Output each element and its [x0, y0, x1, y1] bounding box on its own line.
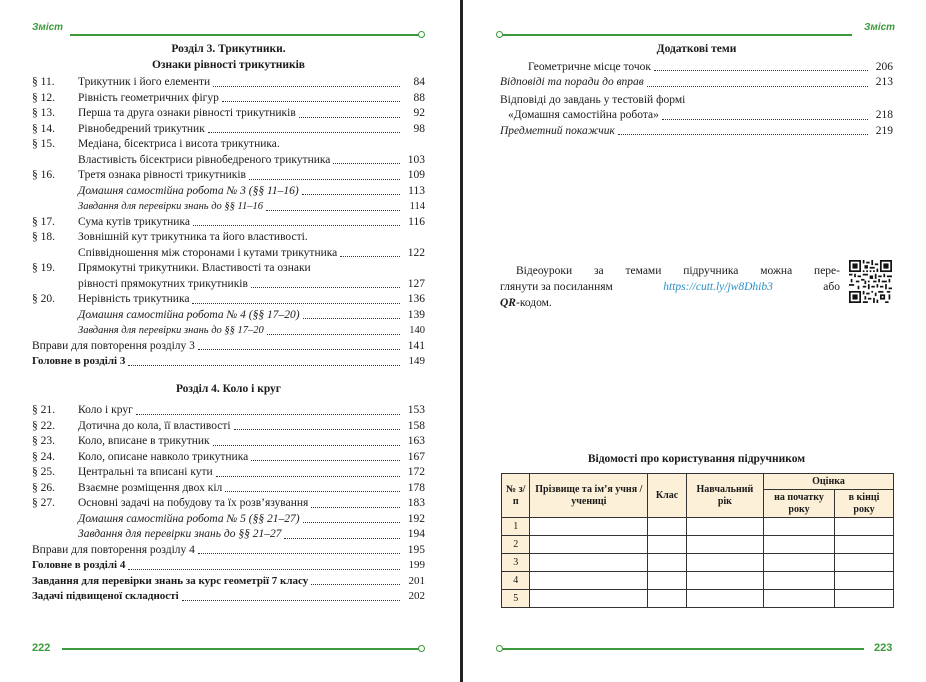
toc-entry-test[interactable]	[32, 323, 425, 339]
entry-text: Домашня самостійна робота № 4 (§§ 17–20)	[78, 308, 300, 321]
toc-entry-homework[interactable]	[32, 184, 425, 200]
toc-entry[interactable]	[32, 106, 425, 122]
header-label: Зміст	[864, 22, 896, 33]
entry-page: 98	[413, 122, 425, 135]
leader-dots	[618, 134, 868, 135]
toc-right	[500, 42, 893, 139]
entry-num: § 26.	[32, 481, 55, 494]
entry-page: 219	[875, 124, 893, 137]
entry-text: Дотична до кола, її властивості	[78, 419, 231, 432]
entry-text: Коло, описане навколо трикутника	[78, 450, 249, 463]
toc-entry-advanced[interactable]	[32, 589, 425, 605]
table-row	[502, 590, 894, 608]
toc-entry[interactable]	[32, 434, 425, 450]
table-row	[502, 518, 894, 536]
entry-num: § 16.	[32, 169, 55, 181]
entry-page: 158	[407, 419, 425, 432]
entry-text: Прямокутні трикутники. Властивості та ознаки	[78, 262, 311, 274]
entry-page: 163	[407, 435, 425, 447]
cell-grade-end[interactable]	[835, 590, 894, 608]
entry-text: Завдання для перевірки знань до §§ 21–27	[78, 528, 282, 540]
toc-entry-review[interactable]	[32, 543, 425, 559]
entry-text: Відповіді до завдань у тестовій формі	[500, 93, 686, 106]
toc-entry[interactable]	[32, 419, 425, 435]
table-row	[502, 536, 894, 554]
cell-year[interactable]	[686, 554, 763, 572]
entry-page: 140	[409, 325, 425, 336]
toc-entry[interactable]	[32, 230, 425, 261]
table-row	[502, 554, 894, 572]
leader-dots	[213, 86, 400, 87]
video-note-text: -кодом.	[515, 297, 552, 309]
cell-name[interactable]	[530, 590, 648, 608]
toc-entry[interactable]	[32, 122, 425, 138]
section-title: Розділ 3. Трикутники.	[171, 43, 286, 55]
entry-text: Центральні та вписані кути	[78, 466, 213, 478]
entry-text: Нерівність трикутника	[78, 293, 190, 305]
toc-entry[interactable]	[32, 292, 425, 308]
entry-text: Основні задачі на побудову та їх розв’язування	[78, 497, 309, 509]
row-num: 1	[502, 518, 530, 536]
toc-entry-homework[interactable]	[32, 512, 425, 528]
cell-grade-start[interactable]	[763, 518, 834, 536]
section-subtitle: Ознаки рівності трикутників	[151, 58, 306, 71]
toc-entry-test[interactable]	[32, 527, 425, 543]
entry-text: Рівнобедрений трикутник	[78, 122, 205, 135]
entry-page: 141	[407, 339, 425, 352]
video-note-line1: Відеоуроки за темами підручника можна пере-	[516, 265, 840, 277]
toc-entry[interactable]	[32, 91, 425, 107]
register-title: Відомості про користування підручником	[587, 453, 806, 465]
cell-grade-end[interactable]	[835, 554, 894, 572]
entry-page: 178	[407, 481, 425, 494]
entry-page: 149	[408, 355, 425, 367]
entry-text: Трикутник і його елементи	[78, 76, 211, 88]
leader-dots	[284, 538, 400, 539]
cell-year[interactable]	[686, 572, 763, 590]
cell-name[interactable]	[530, 572, 648, 590]
register-table	[501, 473, 894, 608]
entry-text: Задачі підвищеної складності	[32, 590, 179, 602]
qr-word: QR	[500, 297, 516, 309]
entry-page: 127	[407, 277, 425, 290]
leader-dots	[251, 287, 400, 288]
row-num: 5	[502, 590, 530, 608]
leader-dots	[266, 210, 400, 211]
toc-entry[interactable]	[32, 215, 425, 231]
cell-class[interactable]	[648, 536, 687, 554]
entry-page: 113	[408, 184, 425, 197]
leader-dots	[198, 349, 400, 350]
leader-dots	[182, 600, 400, 601]
leader-dots	[136, 414, 400, 415]
leader-dots	[267, 334, 400, 335]
entry-num: § 15.	[32, 138, 55, 150]
row-num: 2	[502, 536, 530, 554]
header-rule-dot	[418, 31, 425, 38]
leader-dots	[128, 569, 400, 570]
video-note-line3	[500, 295, 840, 311]
leader-dots	[213, 445, 400, 446]
entry-num: § 21.	[32, 404, 55, 416]
entry-page: 116	[408, 215, 425, 228]
entry-num: § 18.	[32, 231, 55, 243]
row-num: 3	[502, 554, 530, 572]
leader-dots	[333, 163, 400, 164]
cell-class[interactable]	[648, 554, 687, 572]
toc-entry[interactable]	[500, 93, 893, 124]
toc-entry[interactable]	[500, 124, 893, 140]
entry-num: § 22.	[32, 419, 55, 432]
entry-page: 172	[407, 466, 425, 478]
entry-page: 183	[407, 497, 425, 509]
entry-page: 103	[407, 153, 425, 166]
leader-dots	[302, 194, 400, 195]
left-page	[0, 0, 460, 682]
entry-text: Сума кутів трикутника	[78, 215, 190, 228]
entry-text: Взаємне розміщення двох кіл	[78, 481, 223, 494]
col-header-grade-end: в кінці року	[835, 490, 894, 518]
toc-entry[interactable]	[32, 168, 425, 184]
entry-text: Вправи для повторення розділу 3	[32, 339, 195, 352]
toc-entry-summary[interactable]	[32, 354, 425, 370]
toc-entry-test[interactable]	[32, 199, 425, 215]
leader-dots	[192, 303, 400, 304]
leader-dots	[128, 365, 400, 366]
cell-grade-start[interactable]	[763, 590, 834, 608]
leader-dots	[216, 476, 400, 477]
cell-grade-end[interactable]	[835, 572, 894, 590]
entry-text: Відповіді та поради до вправ	[500, 76, 644, 88]
leader-dots	[662, 119, 868, 120]
entry-page: 218	[875, 109, 893, 121]
cell-name[interactable]	[530, 536, 648, 554]
entry-text: Головне в розділі 4	[32, 559, 126, 571]
entry-page: 139	[407, 308, 425, 321]
entry-num: § 24.	[32, 450, 55, 463]
entry-text: Предметний покажчик	[500, 124, 615, 137]
leader-dots	[654, 70, 868, 71]
toc-entry[interactable]	[500, 60, 893, 76]
entry-page: 202	[408, 590, 425, 602]
entry-page: 136	[407, 293, 425, 305]
cell-year[interactable]	[686, 536, 763, 554]
leader-dots	[647, 86, 868, 87]
entry-text: Третя ознака рівності трикутників	[78, 169, 246, 181]
entry-text: Геометричне місце точок	[528, 60, 651, 73]
entry-text: Медіана, бісектриса і висота трикутника.	[78, 138, 280, 150]
entry-num: § 14.	[32, 122, 55, 135]
toc-entry[interactable]	[32, 465, 425, 481]
entry-text: Домашня самостійна робота № 5 (§§ 21–27)	[78, 512, 300, 525]
leader-dots	[303, 318, 400, 319]
entry-num: § 17.	[32, 215, 55, 228]
entry-num: § 11.	[32, 76, 55, 88]
entry-text-cont: Співвідношення між сторонами і кутами трикутника	[78, 246, 338, 259]
entry-page: 195	[407, 543, 425, 556]
entry-text: Завдання для перевірки знань за курс геометрії 7 класу	[32, 574, 309, 587]
entry-page: 84	[413, 76, 425, 88]
header-rule	[502, 34, 852, 36]
leader-dots	[198, 553, 400, 554]
leader-dots	[303, 522, 400, 523]
cell-year[interactable]	[686, 518, 763, 536]
leader-dots	[222, 101, 400, 102]
entry-page: 213	[875, 76, 893, 88]
footer-rule	[62, 648, 420, 650]
entry-text: Головне в розділі 3	[32, 355, 126, 367]
entry-num: § 23.	[32, 435, 55, 447]
col-header-class: Клас	[648, 474, 687, 518]
col-header-year: Навчальний рік	[686, 474, 763, 518]
entry-num: § 13.	[32, 107, 55, 119]
toc-entry[interactable]	[32, 481, 425, 497]
entry-text: Вправи для повторення розділу 4	[32, 543, 195, 556]
cell-grade-start[interactable]	[763, 572, 834, 590]
toc-entry[interactable]	[32, 450, 425, 466]
entry-page: 194	[407, 528, 425, 540]
entry-num: § 25.	[32, 466, 55, 478]
entry-page: 192	[407, 512, 425, 525]
entry-text-cont: Властивість бісектриси рівнобедреного трикутника	[78, 153, 331, 166]
section-title: Додаткові теми	[656, 43, 737, 55]
page-number: 222	[32, 642, 51, 654]
toc-left	[32, 42, 425, 605]
entry-page: 206	[875, 60, 893, 73]
toc-entry-summary[interactable]	[32, 558, 425, 574]
entry-page: 199	[408, 559, 425, 571]
entry-text: Коло, вписане в трикутник	[78, 435, 210, 447]
video-link[interactable]: https://cutt.ly/jw8Dhib3	[663, 281, 773, 293]
table-row	[502, 572, 894, 590]
cell-class[interactable]	[648, 590, 687, 608]
row-num: 4	[502, 572, 530, 590]
toc-entry-final-test[interactable]	[32, 574, 425, 590]
entry-page: 109	[407, 169, 425, 181]
cell-grade-start[interactable]	[763, 554, 834, 572]
leader-dots	[311, 584, 400, 585]
entry-text: Перша та друга ознаки рівності трикутників	[78, 107, 296, 119]
entry-page: 88	[413, 91, 425, 104]
entry-num: § 20.	[32, 293, 55, 305]
toc-entry[interactable]	[32, 75, 425, 91]
entry-page: 167	[407, 450, 425, 463]
entry-text: Зовнішній кут трикутника та його властивості.	[78, 231, 308, 243]
cell-name[interactable]	[530, 518, 648, 536]
entry-page: 122	[407, 246, 425, 259]
entry-page: 114	[409, 201, 425, 212]
cell-grade-start[interactable]	[763, 536, 834, 554]
entry-page: 92	[413, 107, 425, 119]
leader-dots	[340, 256, 400, 257]
cell-grade-end[interactable]	[835, 536, 894, 554]
section-title: Розділ 4. Коло і круг	[175, 382, 282, 395]
entry-text-cont: рівності прямокутних трикутників	[78, 277, 248, 290]
col-header-grade-start: на початку року	[763, 490, 834, 518]
header-label: Зміст	[32, 22, 64, 33]
leader-dots	[234, 429, 400, 430]
book-spine	[460, 0, 463, 682]
leader-dots	[251, 460, 400, 461]
toc-entry[interactable]	[500, 75, 893, 91]
page-number: 223	[874, 642, 893, 654]
entry-page: 153	[407, 404, 425, 416]
toc-entry-review[interactable]	[32, 339, 425, 355]
leader-dots	[208, 132, 400, 133]
footer-rule	[502, 648, 864, 650]
entry-num: § 12.	[32, 91, 55, 104]
toc-entry-homework[interactable]	[32, 308, 425, 324]
leader-dots	[249, 179, 400, 180]
header-rule	[70, 34, 420, 36]
col-header-name: Прізвище та ім’я учня / учениці	[530, 474, 648, 518]
qr-code-icon[interactable]	[849, 260, 892, 303]
col-header-grade: Оцінка	[763, 474, 893, 490]
toc-entry[interactable]	[32, 403, 425, 419]
toc-entry[interactable]	[32, 496, 425, 512]
entry-num: § 27.	[32, 497, 55, 509]
video-note-line2	[500, 279, 840, 295]
footer-rule-dot	[418, 645, 425, 652]
video-note-text: або	[823, 281, 840, 293]
entry-text: Рівність геометричних фігур	[78, 91, 219, 104]
entry-text: Завдання для перевірки знань до §§ 11–16	[78, 201, 263, 212]
leader-dots	[193, 225, 400, 226]
cell-class[interactable]	[648, 572, 687, 590]
cell-class[interactable]	[648, 518, 687, 536]
cell-name[interactable]	[530, 554, 648, 572]
entry-text: Коло і круг	[78, 404, 133, 416]
video-note	[500, 263, 840, 311]
cell-year[interactable]	[686, 590, 763, 608]
col-header-num: № з/п	[502, 474, 530, 518]
video-note-text: глянути за посиланням	[500, 281, 613, 293]
entry-text: Домашня самостійна робота № 3 (§§ 11–16)	[78, 184, 299, 197]
cell-grade-end[interactable]	[835, 518, 894, 536]
leader-dots	[225, 491, 400, 492]
entry-text-cont: «Домашня самостійна робота»	[508, 109, 659, 121]
entry-num: § 19.	[32, 262, 55, 274]
toc-entry[interactable]	[32, 261, 425, 292]
leader-dots	[311, 507, 400, 508]
toc-entry[interactable]	[32, 137, 425, 168]
entry-text: Завдання для перевірки знань до §§ 17–20	[78, 325, 264, 336]
leader-dots	[299, 117, 400, 118]
entry-page: 201	[408, 574, 425, 587]
